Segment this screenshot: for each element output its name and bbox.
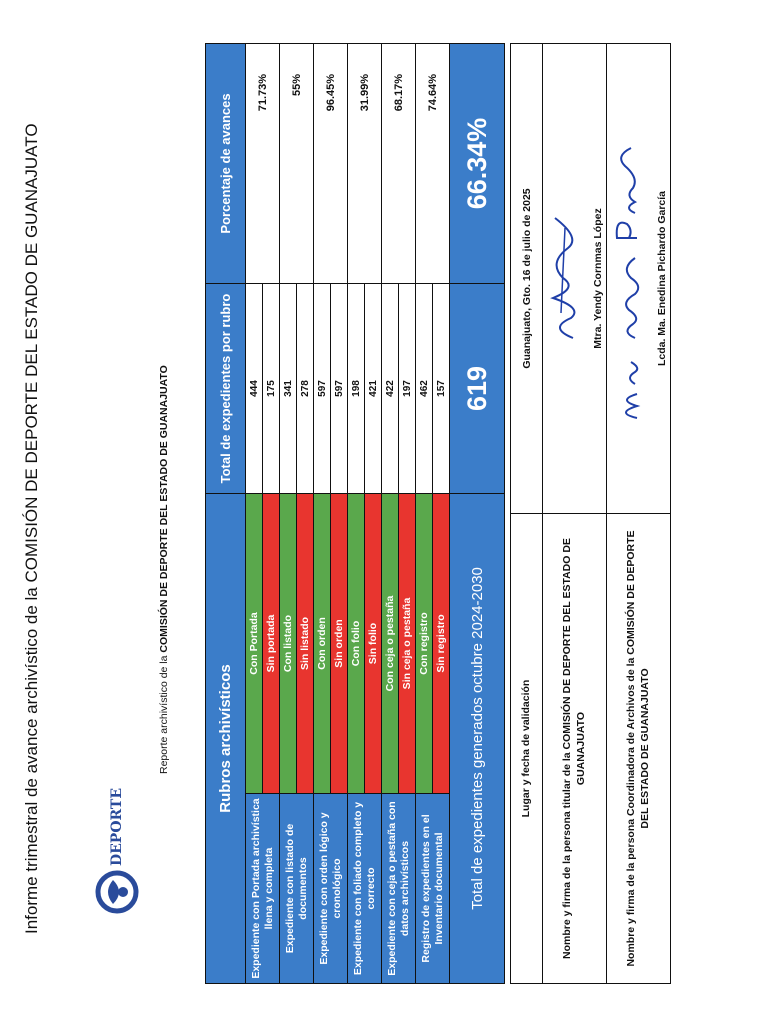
category-cell: Expediente con foliado completo y correcto <box>348 794 382 984</box>
coord-label: Nombre y firma de la persona Coordinadora de Archivos de la COMISIÓN DE DEPORTE DEL ESTADO DE GUANAJUATO <box>607 514 671 984</box>
header-pct: Porcentaje de avances <box>206 43 246 283</box>
negative-count: 157 <box>433 283 450 493</box>
header-total: Total de expedientes por rubro <box>206 283 246 493</box>
header-row <box>206 43 246 983</box>
negative-count: 597 <box>331 283 348 493</box>
handwritten-signature-icon <box>543 199 585 359</box>
category-cell: Expediente con ceja o pestaña con datos archivísticos <box>382 794 416 984</box>
lugar-value: Guanajuato, Gto. 16 de julio de 2025 <box>511 44 543 514</box>
percentage-cell: 31.99% <box>348 43 382 283</box>
positive-count: 597 <box>314 283 331 493</box>
positive-count: 422 <box>382 283 399 493</box>
positive-count: 444 <box>246 283 263 493</box>
titular-name: Mtra. Yendy Cornmas López <box>592 208 604 349</box>
category-cell: Expediente con Portada archivística llena y completa <box>246 794 280 984</box>
titular-signature-cell <box>543 44 607 514</box>
positive-count: 198 <box>348 283 365 493</box>
report-subtitle <box>158 74 170 774</box>
table-row <box>382 43 399 983</box>
percentage-cell: 55% <box>280 43 314 283</box>
positive-subcategory: Con orden <box>314 493 331 793</box>
deporte-emblem-icon <box>95 870 139 914</box>
table-row <box>416 43 433 983</box>
total-label: Total de expedientes generados octubre 2024-2030 <box>450 493 505 983</box>
percentage-cell: 68.17% <box>382 43 416 283</box>
table-row <box>348 43 365 983</box>
coord-signature-cell <box>607 44 671 514</box>
total-value: 619 <box>450 283 505 493</box>
negative-subcategory: Sin portada <box>263 493 280 793</box>
negative-count: 421 <box>365 283 382 493</box>
table-row <box>280 43 297 983</box>
category-cell: Expediente con listado de documentos <box>280 794 314 984</box>
percentage-cell: 71.73% <box>246 43 280 283</box>
positive-subcategory: Con registro <box>416 493 433 793</box>
progress-table <box>205 43 505 984</box>
percentage-cell: 74.64% <box>416 43 450 283</box>
coord-signature <box>607 44 647 513</box>
negative-subcategory: Sin listado <box>297 493 314 793</box>
deporte-logo <box>95 788 139 914</box>
coord-name: Lcda. Ma. Enedina Pichardo García <box>656 190 668 367</box>
table-row <box>246 43 263 983</box>
subtitle-prefix: Reporte archivístico de la <box>158 652 170 774</box>
positive-count: 462 <box>416 283 433 493</box>
positive-subcategory: Con Portada <box>246 493 263 793</box>
total-row <box>450 43 505 983</box>
lugar-row <box>511 44 543 984</box>
page-title: Informe trimestral de avance archivístico de la COMISIÓN DE DEPORTE DEL ESTADO DE GUANAJUATO <box>22 123 41 934</box>
handwritten-signature-icon <box>607 129 649 429</box>
category-cell: Registro de expedientes en el Inventario documental <box>416 794 450 984</box>
percentage-cell: 96.45% <box>314 43 348 283</box>
negative-count: 197 <box>399 283 416 493</box>
coord-row <box>607 44 671 984</box>
table-row <box>314 43 331 983</box>
negative-count: 175 <box>263 283 280 493</box>
negative-subcategory: Sin folio <box>365 493 382 793</box>
titular-row <box>543 44 607 984</box>
category-cell: Expediente con orden lógico y cronológico <box>314 794 348 984</box>
negative-count: 278 <box>297 283 314 493</box>
subtitle-bold: COMISIÓN DE DEPORTE DEL ESTADO DE GUANAJUATO <box>158 365 170 653</box>
positive-count: 341 <box>280 283 297 493</box>
positive-subcategory: Con folio <box>348 493 365 793</box>
validation-table <box>510 43 671 984</box>
titular-label: Nombre y firma de la persona titular de la COMISIÓN DE DEPORTE DEL ESTADO DE GUANAJUATO <box>543 514 607 984</box>
logo-text: DEPORTE <box>109 787 125 866</box>
negative-subcategory: Sin ceja o pestaña <box>399 493 416 793</box>
negative-subcategory: Sin registro <box>433 493 450 793</box>
negative-subcategory: Sin orden <box>331 493 348 793</box>
header-rubros: Rubros archivísticos <box>206 493 246 983</box>
positive-subcategory: Con listado <box>280 493 297 793</box>
lugar-label: Lugar y fecha de validación <box>511 514 543 984</box>
total-pct: 66.34% <box>450 43 505 283</box>
positive-subcategory: Con ceja o pestaña <box>382 493 399 793</box>
titular-signature <box>543 44 583 513</box>
